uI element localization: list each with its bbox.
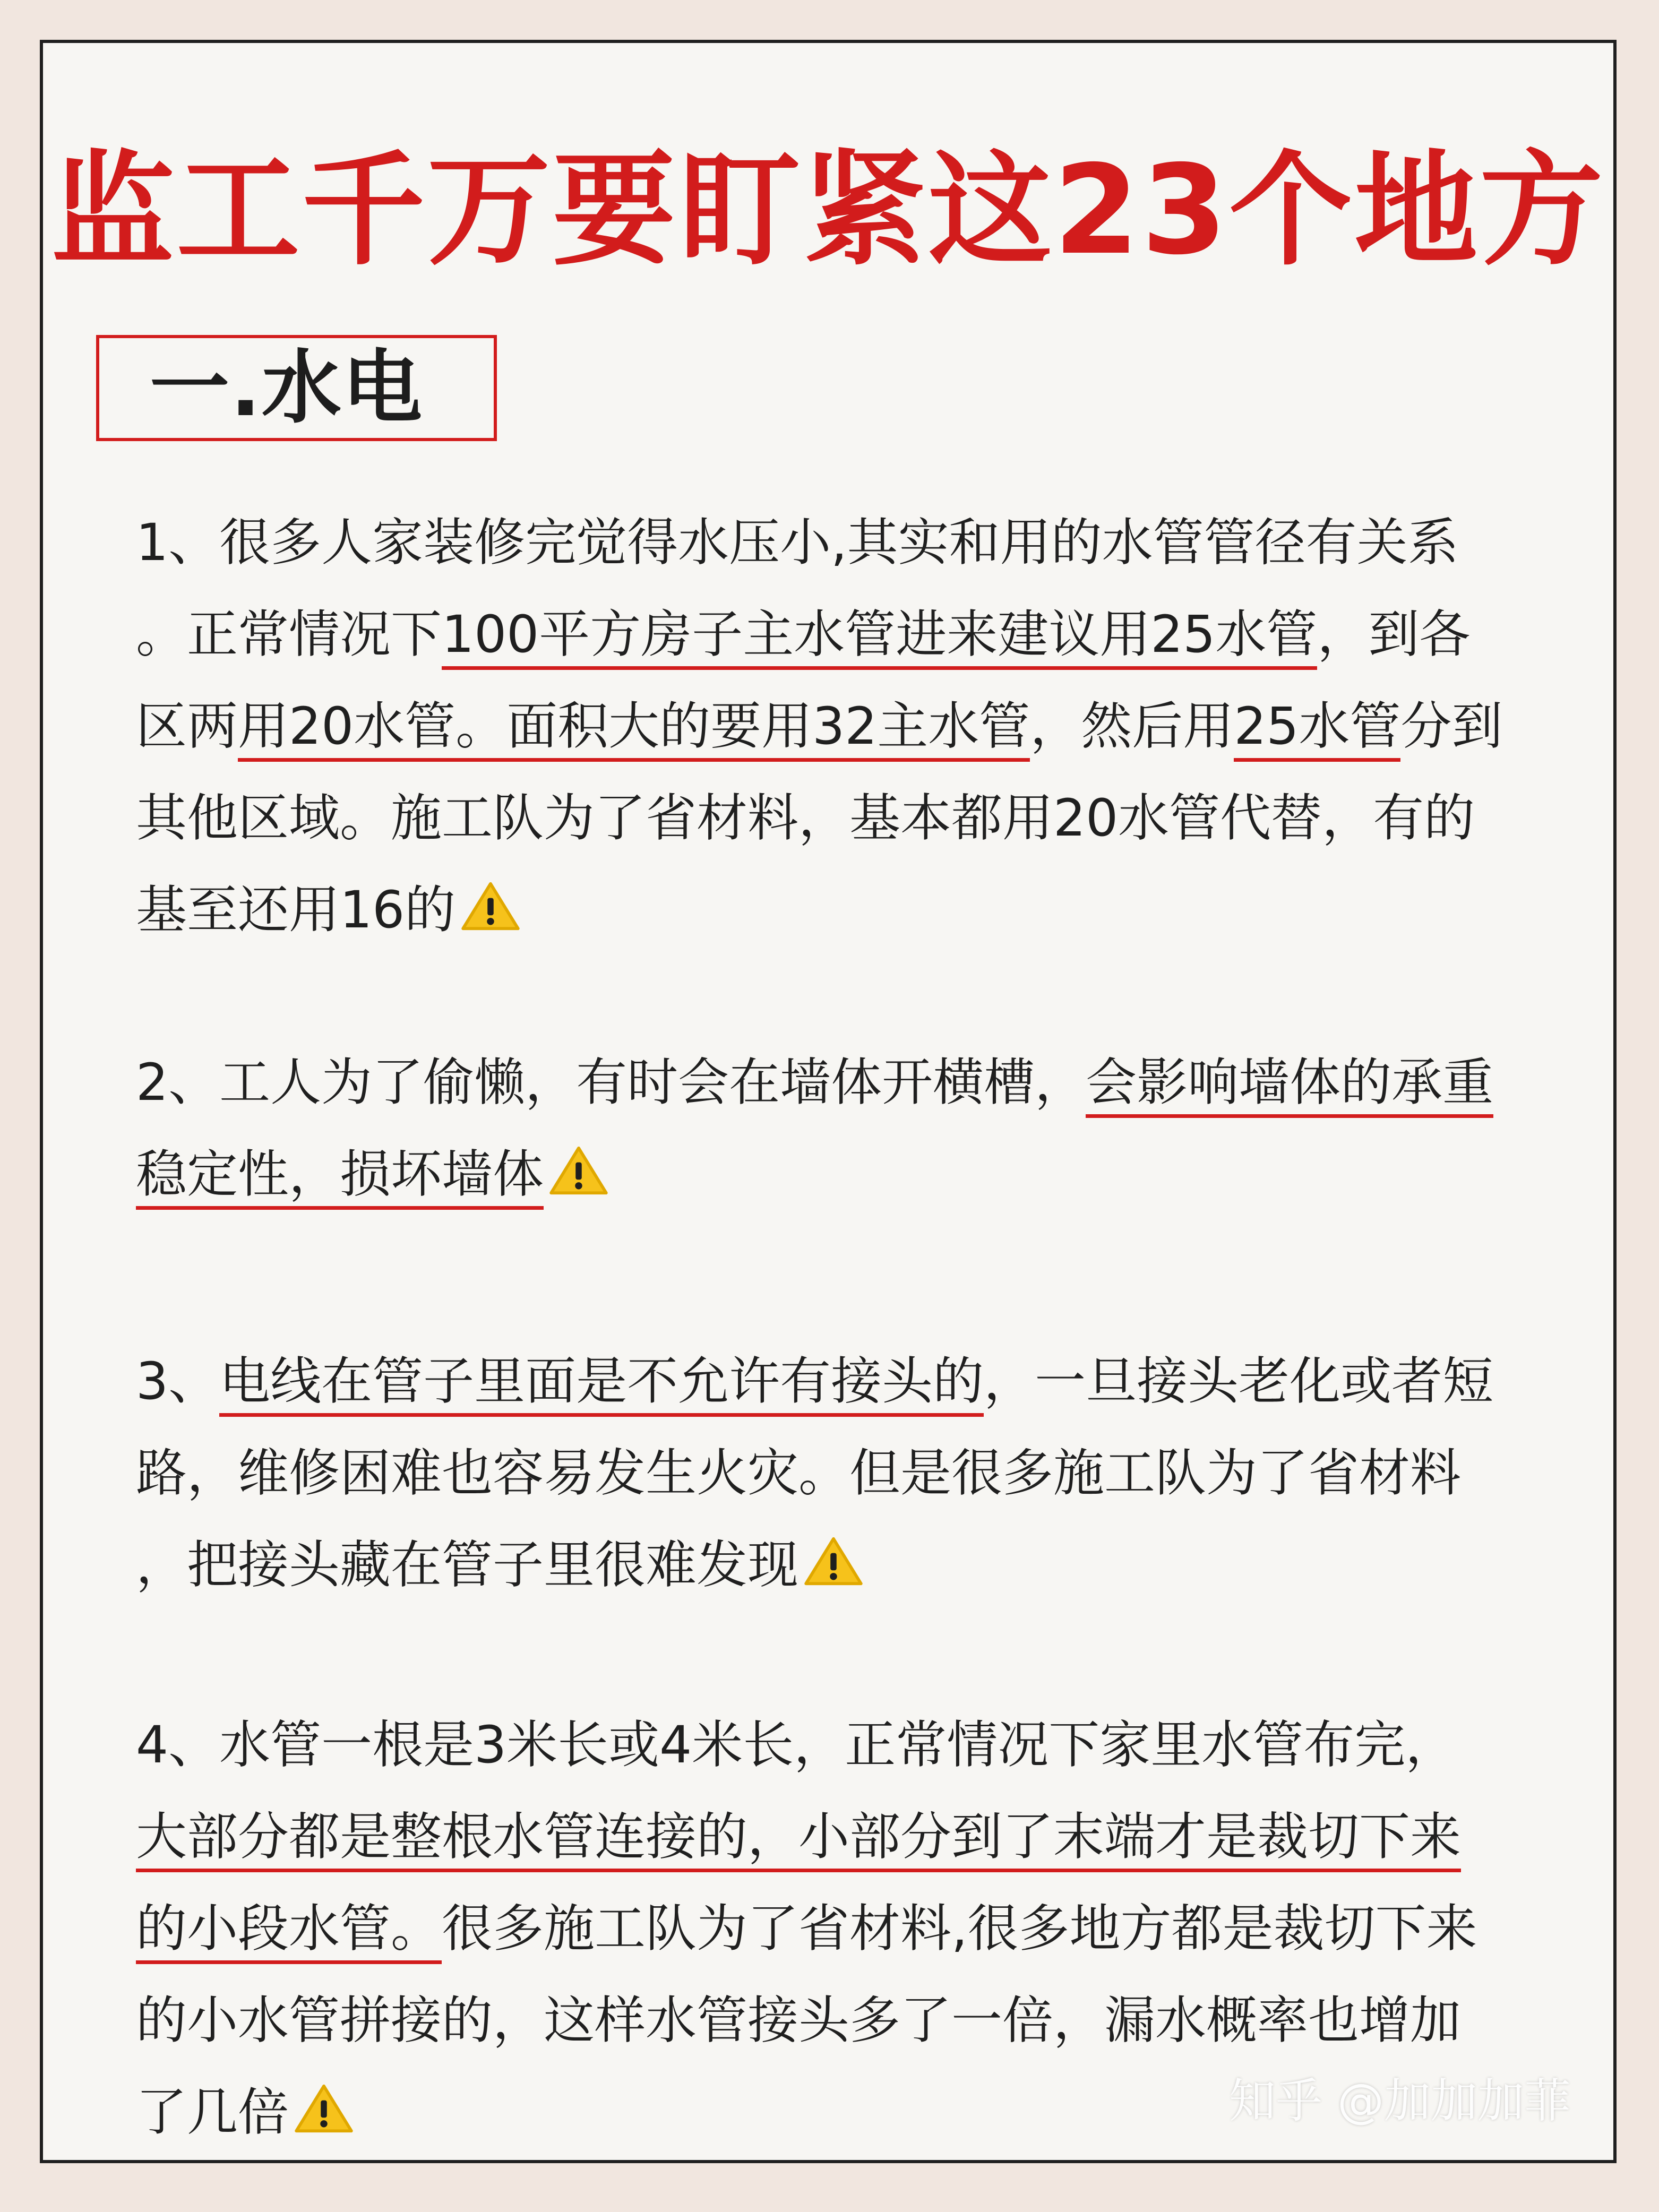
watermark: 知乎 @加加加菲 xyxy=(1229,2073,1571,2128)
text-line: 4、水管一根是3米长或4米长，正常情况下家里水管布完， xyxy=(136,1715,1457,1775)
underline-highlight: 100平方房子主水管进来建议用25水管 xyxy=(442,605,1317,670)
text-line: 基至还用16的 xyxy=(136,864,1612,956)
text-line: 1、很多人家装修完觉得水压小,其实和用的水管管径有关系 xyxy=(136,513,1459,572)
underline-highlight: 会影响墙体的承重 xyxy=(1086,1053,1493,1118)
paragraph-3 xyxy=(136,1336,1612,1611)
underline-highlight: 稳定性，损坏墙体 xyxy=(136,1144,544,1210)
text-line: ，把接头藏在管子里很难发现 xyxy=(136,1519,1612,1611)
underline-highlight: 的小段水管。 xyxy=(136,1899,442,1964)
underline-highlight: 25水管 xyxy=(1234,696,1400,762)
paragraph-1 xyxy=(136,497,1612,956)
page-title: 监工千万要盯紧这23个地方 xyxy=(51,139,1605,282)
text-line: 3、电线在管子里面是不允许有接头的，一旦接头老化或者短 xyxy=(136,1336,1612,1427)
section-label: 一.水电 xyxy=(96,335,497,441)
text-line: 的小段水管。很多施工队为了省材料,很多地方都是裁切下来 xyxy=(136,1883,1612,1975)
warning-icon xyxy=(802,1536,865,1587)
text-line: 的小水管拼接的，这样水管接头多了一倍，漏水概率也增加 xyxy=(136,1991,1461,2050)
poster-card xyxy=(40,40,1617,2163)
text-line xyxy=(136,1791,1612,1883)
text-line xyxy=(136,1129,1612,1220)
text-line: 区两用20水管。面积大的要用32主水管，然后用25水管分到 xyxy=(136,681,1612,772)
paragraph-2 xyxy=(136,1037,1612,1220)
warning-icon xyxy=(547,1145,611,1196)
underline-highlight: 面积大的要用32主水管 xyxy=(506,696,1030,762)
text-line: 其他区域。施工队为了省材料，基本都用20水管代替，有的 xyxy=(136,788,1475,848)
text-line: 。正常情况下100平方房子主水管进来建议用25水管，到各 xyxy=(136,589,1612,681)
text-line: 2、工人为了偷懒，有时会在墙体开横槽，会影响墙体的承重 xyxy=(136,1037,1612,1129)
text-line: 路，维修困难也容易发生火灾。但是很多施工队为了省材料 xyxy=(136,1443,1461,1503)
text-line: 了几倍 xyxy=(136,2067,1612,2158)
warning-icon xyxy=(292,2083,356,2134)
underline-highlight: 用20水管。 xyxy=(238,696,506,762)
warning-icon xyxy=(459,881,522,932)
underline-highlight: 大部分都是整根水管连接的，小部分到了末端才是裁切下来 xyxy=(136,1807,1461,1872)
underline-highlight: 电线在管子里面是不允许有接头的 xyxy=(219,1352,984,1417)
